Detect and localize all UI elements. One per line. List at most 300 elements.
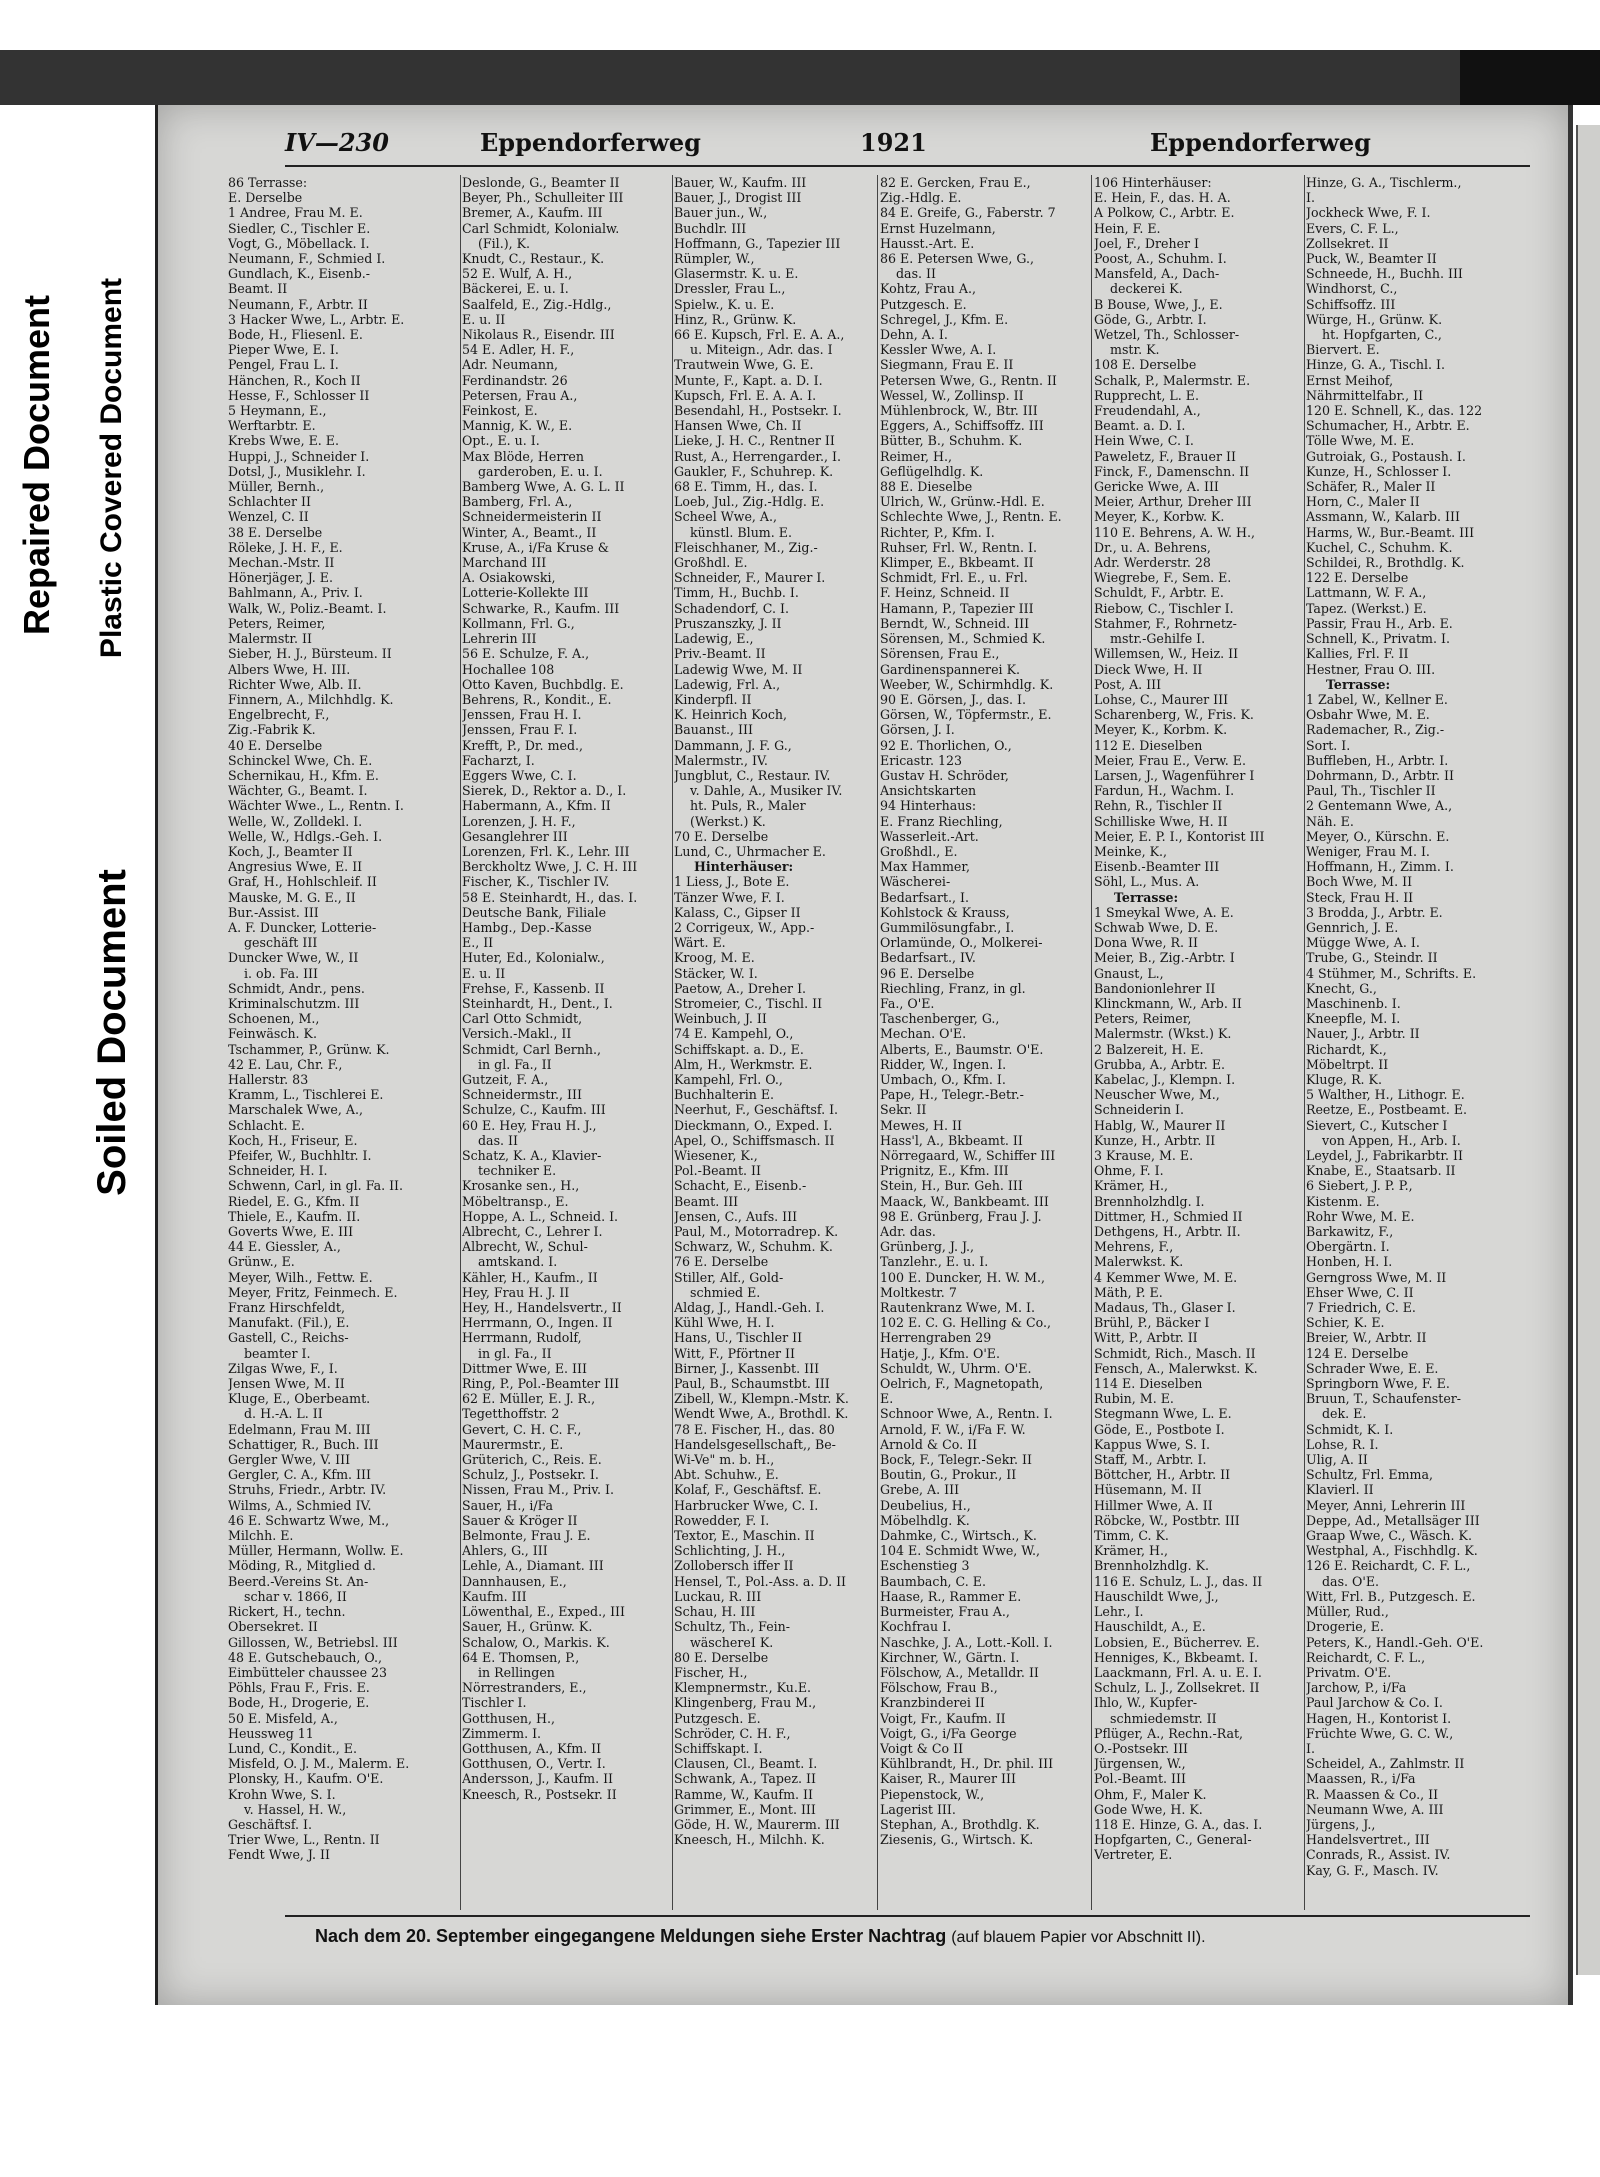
directory-entry-line: Schneidermeisterin II bbox=[462, 509, 602, 525]
directory-entry-line: Eisenb.-Beamter III bbox=[1094, 859, 1220, 875]
directory-entry-line: Zimmerm. I. bbox=[462, 1725, 542, 1741]
directory-entry-line: Jürgens, J., bbox=[1306, 1816, 1376, 1832]
directory-entry-line: Ring, P., Pol.-Beamter III bbox=[462, 1376, 620, 1392]
directory-entry-line: Beamt. II bbox=[228, 281, 288, 297]
directory-entry-line: Behrens, R., Kondit., E. bbox=[462, 691, 612, 707]
directory-entry-line: Malermstr. (Wkst.) K. bbox=[1094, 1026, 1232, 1042]
directory-entry-line: Göde, E., Postbote I. bbox=[1094, 1421, 1225, 1437]
directory-entry-line: Schalow, O., Markis. K. bbox=[462, 1634, 610, 1650]
directory-entry-line: 52 E. Wulf, A. H., bbox=[462, 266, 573, 282]
directory-entry-line: Stäcker, W. I. bbox=[674, 965, 758, 981]
directory-entry-line: Freudendahl, A., bbox=[1094, 403, 1201, 419]
directory-entry-line: Meyer, O., Kürschn. E. bbox=[1306, 828, 1450, 844]
directory-entry-line: künstl. Blum. E. bbox=[690, 524, 792, 540]
directory-entry-line: Edelmann, Frau M. III bbox=[228, 1421, 371, 1437]
directory-entry-line: Kirchner, W., Gärtn. I. bbox=[880, 1649, 1020, 1665]
directory-entry-line: Kessler Wwe, A. I. bbox=[880, 342, 997, 358]
directory-entry-line: Grimmer, E., Mont. III bbox=[674, 1801, 816, 1817]
directory-entry-line: I. bbox=[1306, 190, 1315, 206]
directory-entry-line: Kneesch, H., Milchh. K. bbox=[674, 1832, 825, 1848]
column-divider bbox=[460, 175, 461, 1910]
directory-entry-line: Hauschildt, A., E. bbox=[1094, 1619, 1206, 1635]
directory-entry-line: Kühl Wwe, H. I. bbox=[674, 1315, 775, 1331]
directory-entry-line: Werftarbtr. E. bbox=[228, 418, 316, 434]
directory-entry-line: Mansfeld, A., Dach- bbox=[1094, 266, 1220, 282]
directory-entry-line: Bur.-Assist. III bbox=[228, 904, 319, 920]
directory-entry-line: Gummilösungfabr., I. bbox=[880, 919, 1015, 935]
directory-entry-line: Schneede, H., Buchh. III bbox=[1306, 266, 1463, 282]
directory-entry-line: Kampehl, Frl. O., bbox=[674, 1071, 783, 1087]
directory-entry-line: Gerngross Wwe, M. II bbox=[1306, 1269, 1447, 1285]
directory-entry-line: Hausst.-Art. E. bbox=[880, 235, 975, 251]
directory-entry-line: Peters, K., Handl.-Geh. O'E. bbox=[1306, 1634, 1484, 1650]
directory-entry-line: Horn, C., Maler II bbox=[1306, 494, 1420, 510]
directory-entry-line: Winter, A., Beamt., II bbox=[462, 524, 597, 540]
directory-entry-line: Ziesenis, G., Wirtsch. K. bbox=[880, 1832, 1034, 1848]
directory-entry-line: Schilliske Wwe, H. II bbox=[1094, 813, 1228, 829]
directory-entry-line: A Polkow, C., Arbtr. E. bbox=[1094, 205, 1235, 221]
running-header bbox=[285, 128, 1525, 162]
directory-entry-line: (Fil.), K. bbox=[478, 235, 531, 251]
directory-entry-line: Nährmittelfabr., II bbox=[1306, 387, 1424, 403]
directory-entry-line: Steinhardt, H., Dent., I. bbox=[462, 995, 613, 1011]
directory-entry-line: Kroog, M. E. bbox=[674, 950, 755, 966]
directory-entry-line: v. Dahle, A., Musiker IV. bbox=[690, 783, 843, 799]
directory-entry-line: 38 E. Derselbe bbox=[228, 524, 323, 540]
directory-entry-line: Westphal, A., Fischhdlg. K. bbox=[1306, 1543, 1478, 1559]
directory-entry-line: Tanzlehr., E. u. I. bbox=[880, 1254, 989, 1270]
directory-entry-line: Oelrich, F., Magnetopath, bbox=[880, 1376, 1044, 1392]
directory-entry-line: Honben, H. I. bbox=[1306, 1254, 1393, 1270]
directory-entry-line: Alberts, E., Baumstr. O'E. bbox=[880, 1041, 1044, 1057]
directory-entry-line: Rubin, M. E. bbox=[1094, 1391, 1174, 1407]
directory-entry-line: Lorenzen, Frl. K., Lehr. III bbox=[462, 843, 630, 859]
directory-entry-line: Mechan. O'E. bbox=[880, 1026, 967, 1042]
directory-entry-line: Gennrich, J. E. bbox=[1306, 919, 1399, 935]
directory-entry-line: 4 Kemmer Wwe, M. E. bbox=[1094, 1269, 1238, 1285]
column-divider bbox=[1091, 175, 1092, 1910]
directory-entry-line: Rickert, H., techn. bbox=[228, 1604, 346, 1620]
directory-entry-line: Hopfgarten, C., General- bbox=[1094, 1832, 1252, 1848]
directory-entry-line: Buchhalterin E. bbox=[674, 1087, 775, 1103]
directory-entry-line: Handelsvertret., III bbox=[1306, 1832, 1430, 1848]
directory-entry-line: Besendahl, H., Postsekr. I. bbox=[674, 403, 842, 419]
directory-entry-line: schmied E. bbox=[690, 1284, 761, 1300]
directory-entry-line: Angresius Wwe, E. II bbox=[228, 859, 363, 875]
directory-entry-line: Boch Wwe, M. II bbox=[1306, 874, 1413, 890]
directory-entry-line: Albrecht, C., Lehrer I. bbox=[462, 1224, 603, 1240]
directory-entry-line: Feinkost, E. bbox=[462, 403, 538, 419]
directory-entry-line: Koch, J., Beamter II bbox=[228, 843, 353, 859]
directory-entry-line: 5 Heymann, E., bbox=[228, 403, 327, 419]
directory-entry-line: Hansen Wwe, Ch. II bbox=[674, 418, 802, 434]
directory-entry-line: Bahlmann, A., Priv. I. bbox=[228, 585, 363, 601]
directory-entry-line: Jensen, C., Aufs. III bbox=[674, 1208, 798, 1224]
directory-entry-line: Lorenzen, J. H. F., bbox=[462, 813, 576, 829]
directory-entry-line: 86 Terrasse: bbox=[228, 175, 308, 190]
directory-entry-line: Zollobersch iffer II bbox=[674, 1558, 794, 1574]
directory-entry-line: Kruse, A., i/Fa Kruse & bbox=[462, 539, 609, 555]
directory-entry-line: Maack, W., Bankbeamt. III bbox=[880, 1193, 1049, 1209]
directory-entry-line: Fleischhaner, M., Zig.- bbox=[674, 539, 818, 555]
directory-entry-line: Neuscher Wwe, M., bbox=[1094, 1087, 1220, 1103]
directory-entry-line: Ernst Huzelmann, bbox=[880, 220, 996, 236]
directory-entry-line: Kuchel, C., Schuhm. K. bbox=[1306, 539, 1453, 555]
directory-entry-line: Hinze, G. A., Tischlerm., bbox=[1306, 175, 1462, 190]
directory-entry-line: Hensel, T., Pol.-Ass. a. D. II bbox=[674, 1573, 847, 1589]
directory-entry-line: 60 E. Hey, Frau H. J., bbox=[462, 1117, 597, 1133]
directory-entry-line: Rupprecht, L. E. bbox=[1094, 387, 1199, 403]
directory-entry-line: Wiegrebe, F., Sem. E. bbox=[1094, 570, 1232, 586]
directory-entry-line: Gotthusen, A., Kfm. II bbox=[462, 1740, 602, 1756]
directory-entry-line: 3 Krause, M. E. bbox=[1094, 1148, 1194, 1163]
directory-entry-line: Schau, H. III bbox=[674, 1604, 756, 1620]
directory-entry-line: Gnaust, L., bbox=[1094, 965, 1164, 981]
directory-entry-line: Mügge Wwe, A. I. bbox=[1306, 935, 1420, 951]
directory-entry-line: Kneepfle, M. I. bbox=[1306, 1011, 1401, 1027]
directory-entry-line: Sörensen, Frau E., bbox=[880, 646, 1000, 662]
directory-entry-line: Geflügelhdlg. K. bbox=[880, 463, 984, 479]
directory-entry-line: Hestner, Frau O. III. bbox=[1306, 661, 1436, 677]
directory-entry-line: Kochfrau I. bbox=[880, 1619, 952, 1635]
directory-entry-line: Meier, B., Zig.-Arbtr. I bbox=[1094, 950, 1235, 966]
directory-entry-line: 126 E. Reichardt, C. F. L., bbox=[1306, 1558, 1471, 1574]
directory-entry-line: Paweletz, F., Brauer II bbox=[1094, 448, 1236, 464]
directory-entry-line: Frehse, F., Kassenb. II bbox=[462, 980, 605, 996]
directory-entry-line: dek. E. bbox=[1322, 1406, 1367, 1422]
directory-entry-line: Post, A. III bbox=[1094, 676, 1162, 692]
footer-note bbox=[315, 1926, 1515, 1947]
directory-entry-line: Schneider, F., Maurer I. bbox=[674, 570, 826, 586]
directory-entry-line: schar v. 1866, II bbox=[244, 1588, 347, 1604]
directory-entry-line: Sauer & Kröger II bbox=[462, 1512, 578, 1528]
directory-entry-line: Evers, C. F. L., bbox=[1306, 220, 1399, 236]
directory-entry-line: Privatm. O'E. bbox=[1306, 1664, 1392, 1680]
directory-entry-line: Hass'l, A., Bkbeamt. II bbox=[880, 1132, 1023, 1148]
directory-entry-line: Maschinenb. I. bbox=[1306, 995, 1401, 1011]
directory-entry-line: Schlechte Wwe, J., Rentn. E. bbox=[880, 509, 1062, 525]
directory-entry-line: 5 Walther, H., Lithogr. E. bbox=[1306, 1087, 1465, 1103]
directory-entry-line: Meier, Frau E., Verw. E. bbox=[1094, 752, 1246, 768]
directory-entry-line: Mewes, H. II bbox=[880, 1117, 962, 1133]
directory-entry-line: 80 E. Derselbe bbox=[674, 1649, 769, 1665]
directory-entry-line: Prignitz, E., Kfm. III bbox=[880, 1163, 1009, 1179]
directory-entry-line: Rademacher, R., Zig.- bbox=[1306, 722, 1445, 738]
directory-entry-line: 3 Hacker Wwe, L., Arbtr. E. bbox=[228, 311, 405, 327]
directory-entry-line: Schwarz, W., Schuhm. K. bbox=[674, 1239, 833, 1255]
directory-entry-line: 58 E. Steinhardt, H., das. I. bbox=[462, 889, 638, 905]
directory-entry-line: Belmonte, Frau J. E. bbox=[462, 1528, 591, 1544]
directory-column-4 bbox=[880, 175, 1088, 1910]
directory-entry-line: Albrecht, W., Schul- bbox=[462, 1239, 588, 1255]
directory-entry-line: Sekr. II bbox=[880, 1102, 927, 1118]
directory-entry-line: Schatz, K. A., Klavier- bbox=[462, 1148, 602, 1163]
directory-entry-line: techniker E. bbox=[478, 1163, 557, 1179]
directory-entry-line: Adr. Werderstr. 28 bbox=[1094, 555, 1211, 571]
directory-entry-line: Tschammer, P., Grünw. K. bbox=[228, 1041, 390, 1057]
directory-entry-line: Schröder, C. H. F., bbox=[674, 1725, 791, 1741]
directory-entry-line: Burmeister, Frau A., bbox=[880, 1604, 1010, 1620]
directory-entry-line: Witt, Frl. B., Putzgesch. E. bbox=[1306, 1588, 1476, 1604]
directory-entry-line: Versich.-Makl., II bbox=[462, 1026, 572, 1042]
directory-entry-line: Schier, K. E. bbox=[1306, 1315, 1385, 1331]
directory-entry-line: Jürgensen, W., bbox=[1094, 1756, 1186, 1772]
directory-entry-line: Schlichting, J. H., bbox=[674, 1543, 786, 1559]
directory-entry-line: Schrader Wwe, E. E. bbox=[1306, 1360, 1439, 1376]
directory-entry-line: Steck, Frau H. II bbox=[1306, 889, 1414, 905]
directory-entry-line: Ansichtskarten bbox=[880, 783, 977, 799]
directory-entry-line: Hüsemann, M. II bbox=[1094, 1482, 1202, 1498]
directory-entry-line: Pflüger, A., Rechn.-Rat, bbox=[1094, 1725, 1244, 1741]
directory-entry-line: Taschenberger, G., bbox=[880, 1011, 1000, 1027]
directory-entry-line: Schneidermstr., III bbox=[462, 1087, 582, 1103]
directory-entry-line: Bauer, J., Drogist III bbox=[674, 190, 802, 206]
directory-entry-line: Sievert, C., Kutscher I bbox=[1306, 1117, 1448, 1133]
directory-entry-line: Dotsl, J., Musiklehr. I. bbox=[228, 463, 366, 479]
directory-entry-line: Weinbuch, J. II bbox=[674, 1011, 767, 1027]
directory-entry-line: 1 Andree, Frau M. E. bbox=[228, 205, 363, 221]
directory-entry-line: F. Heinz, Schneid. II bbox=[880, 585, 1010, 601]
directory-entry-line: Henniges, K., Bkbeamt. I. bbox=[1094, 1649, 1258, 1665]
directory-entry-line: Vogt, G., Möbellack. I. bbox=[228, 235, 370, 251]
directory-entry-line: Görsen, W., Töpfermstr., E. bbox=[880, 707, 1052, 723]
directory-entry-line: Müller, Hermann, Wollw. E. bbox=[228, 1543, 404, 1559]
directory-entry-line: Gesanglehrer III bbox=[462, 828, 568, 844]
directory-entry-line: Koch, H., Friseur, E. bbox=[228, 1132, 358, 1148]
directory-entry-line: Osbahr Wwe, M. E. bbox=[1306, 707, 1430, 723]
directory-entry-line: Eggers, A., Schiffsoffz. III bbox=[880, 418, 1044, 434]
directory-entry-line: Lobsien, E., Bücherrev. E. bbox=[1094, 1634, 1260, 1650]
directory-entry-line: Deppe, Ad., Metallsäger III bbox=[1306, 1512, 1480, 1528]
directory-entry-line: Knabe, E., Staatsarb. II bbox=[1306, 1163, 1456, 1179]
directory-entry-line: Dona Wwe, R. II bbox=[1094, 935, 1198, 951]
directory-entry-line: Nikolaus R., Eisendr. III bbox=[462, 327, 615, 343]
directory-entry-line: Kaiser, R., Maurer III bbox=[880, 1771, 1016, 1787]
directory-entry-line: 3 Brodda, J., Arbtr. E. bbox=[1306, 904, 1443, 920]
directory-entry-line: Ahlers, G., III bbox=[462, 1543, 548, 1559]
directory-entry-line: Wilms, A., Schmied IV. bbox=[228, 1497, 372, 1513]
plastic-covered-label: Plastic Covered Document bbox=[82, 195, 142, 740]
directory-entry-line: Pol.-Beamt. III bbox=[1094, 1771, 1186, 1787]
directory-entry-line: Bauanst., III bbox=[674, 722, 753, 738]
directory-entry-line: Pape, H., Telegr.-Betr.- bbox=[880, 1087, 1024, 1103]
directory-entry-line: 56 E. Schulze, F. A., bbox=[462, 646, 590, 662]
directory-entry-line: Gundlach, K., Eisenb.- bbox=[228, 266, 371, 282]
directory-entry-line: Zollsekret. II bbox=[1306, 235, 1389, 251]
directory-entry-line: Scheel Wwe, A., bbox=[674, 509, 778, 525]
directory-entry-line: Kinderpfl. II bbox=[674, 691, 752, 707]
directory-entry-line: Habermann, A., Kfm. II bbox=[462, 798, 611, 814]
column-divider bbox=[672, 175, 673, 1910]
directory-entry-line: Voigt, Fr., Kaufm. II bbox=[880, 1710, 1006, 1726]
directory-entry-line: Görsen, J. I. bbox=[880, 722, 955, 738]
directory-entry-line: Arnold & Co. II bbox=[880, 1436, 978, 1452]
directory-entry-line: Grüterich, C., Reis. E. bbox=[462, 1452, 602, 1468]
directory-entry-line: Schattiger, R., Buch. III bbox=[228, 1436, 379, 1452]
directory-entry-line: Schuldt, W., Uhrm. O'E. bbox=[880, 1360, 1032, 1376]
directory-entry-line: 90 E. Görsen, J., das. I. bbox=[880, 691, 1027, 707]
directory-entry-line: Riedel, E. G., Kfm. II bbox=[228, 1193, 360, 1209]
directory-column-3 bbox=[674, 175, 874, 1910]
directory-entry-line: Meyer, K., Korbw. K. bbox=[1094, 509, 1225, 525]
directory-entry-line: Sauer, H., Grünw. K. bbox=[462, 1619, 593, 1635]
directory-entry-line: Großhdl., E. bbox=[880, 843, 958, 859]
directory-entry-line: I. bbox=[1306, 1740, 1315, 1756]
directory-entry-line: Schalk, P., Malermstr. E. bbox=[1094, 372, 1251, 388]
directory-entry-line: Schneider, H. I. bbox=[228, 1163, 328, 1179]
directory-entry-line: Lohse, R. I. bbox=[1306, 1436, 1379, 1452]
directory-entry-line: Huter, Ed., Kolonialw., bbox=[462, 950, 605, 966]
directory-entry-line: E. Franz Riechling, bbox=[880, 813, 1003, 829]
directory-entry-line: Rautenkranz Wwe, M. I. bbox=[880, 1300, 1035, 1316]
directory-entry-line: 124 E. Derselbe bbox=[1306, 1345, 1409, 1361]
directory-entry-line: Knudt, C., Restaur., K. bbox=[462, 251, 605, 267]
directory-entry-line: Beamt. III bbox=[674, 1193, 739, 1209]
directory-entry-line: Putzgesch. E. bbox=[880, 296, 967, 312]
directory-entry-line: Petersen Wwe, G., Rentn. II bbox=[880, 372, 1057, 388]
directory-entry-line: Grebe, A. III bbox=[880, 1482, 960, 1498]
directory-entry-line: 2 Gentemann Wwe, A., bbox=[1306, 798, 1453, 814]
scan-top-edge bbox=[0, 50, 1600, 105]
directory-entry-line: Ernst Meihof, bbox=[1306, 372, 1394, 388]
directory-entry-line: Ladewig, E., bbox=[674, 631, 754, 647]
directory-entry-line: 110 E. Behrens, A. W. H., bbox=[1094, 524, 1255, 540]
directory-entry-line: Pol.-Beamt. II bbox=[674, 1163, 762, 1179]
directory-entry-line: Rümpler, W., bbox=[674, 251, 755, 267]
directory-entry-line: Tischler I. bbox=[462, 1695, 527, 1711]
directory-entry-line: ht. Hopfgarten, C., bbox=[1322, 327, 1442, 343]
directory-entry-line: Piepenstock, W., bbox=[880, 1786, 985, 1802]
directory-entry-line: 44 E. Giessler, A., bbox=[228, 1239, 341, 1255]
directory-entry-line: Joel, F., Dreher I bbox=[1094, 235, 1200, 251]
directory-entry-line: Weniger, Frau M. I. bbox=[1306, 843, 1430, 859]
directory-entry-line: Schernikau, H., Kfm. E. bbox=[228, 767, 379, 783]
directory-entry-line: Krefft, P., Dr. med., bbox=[462, 737, 584, 753]
directory-entry-line: Dittmer Wwe, E. III bbox=[462, 1360, 587, 1376]
directory-entry-line: Sörensen, M., Schmied K. bbox=[880, 631, 1046, 647]
directory-entry-line: Max Hammer, bbox=[880, 859, 970, 875]
directory-entry-line: Kühlbrandt, H., Dr. phil. III bbox=[880, 1756, 1054, 1772]
directory-entry-line: Franz Hirschfeldt, bbox=[228, 1300, 345, 1316]
directory-entry-line: Eschenstieg 3 bbox=[880, 1558, 970, 1574]
directory-entry-line: Wasserleit.-Art. bbox=[880, 828, 979, 844]
directory-entry-line: Ramme, W., Kaufm. II bbox=[674, 1786, 813, 1802]
directory-entry-line: 94 Hinterhaus: bbox=[880, 798, 977, 814]
directory-entry-line: Hallerstr. 83 bbox=[228, 1071, 309, 1087]
directory-entry-line: Kupsch, Frl. E. A. A. I. bbox=[674, 387, 817, 403]
directory-entry-line: Krohn Wwe, S. I. bbox=[228, 1786, 336, 1802]
directory-entry-line: garderoben, E. u. I. bbox=[478, 463, 603, 479]
directory-entry-line: Puck, W., Beamter II bbox=[1306, 251, 1437, 267]
directory-entry-line: Lehle, A., Diamant. III bbox=[462, 1558, 604, 1574]
directory-entry-line: E. u. II bbox=[462, 965, 506, 981]
header-rule bbox=[285, 165, 1530, 167]
directory-entry-line: Meyer, K., Korbm. K. bbox=[1094, 722, 1228, 738]
directory-entry-line: Bauer jun., W., bbox=[674, 205, 768, 221]
directory-entry-line: Möbeltransp., E. bbox=[462, 1193, 569, 1209]
directory-entry-line: Möding, R., Mitglied d. bbox=[228, 1558, 376, 1574]
directory-entry-line: Maurermstr., E. bbox=[462, 1436, 564, 1452]
directory-entry-line: Obergärtn. I. bbox=[1306, 1239, 1390, 1255]
directory-entry-line: Lund, C., Uhrmacher E. bbox=[674, 843, 826, 859]
directory-entry-line: Tegetthoffstr. 2 bbox=[462, 1406, 560, 1422]
directory-entry-line: Kabelac, J., Klempn. I. bbox=[1094, 1071, 1236, 1087]
directory-entry-line: Kranzbinderei II bbox=[880, 1695, 985, 1711]
directory-entry-line: Bedarfsart., I. bbox=[880, 889, 969, 905]
directory-entry-line: Klingenberg, Frau M., bbox=[674, 1695, 817, 1711]
directory-entry-line: Trube, G., Steindr. II bbox=[1306, 950, 1438, 966]
directory-entry-line: Gaukler, F., Schuhrep. K. bbox=[674, 463, 834, 479]
directory-entry-line: Willemsen, W., Heiz. II bbox=[1094, 646, 1239, 662]
directory-entry-line: Pengel, Frau L. I. bbox=[228, 357, 339, 373]
directory-entry-line: Fardun, H., Wachm. I. bbox=[1094, 783, 1235, 799]
directory-entry-line: 122 E. Derselbe bbox=[1306, 570, 1409, 586]
directory-entry-line: Schmidt, Carl Bernh., bbox=[462, 1041, 602, 1057]
directory-entry-line: E. u. II bbox=[462, 311, 506, 327]
directory-entry-line: Beamt. a. D. I. bbox=[1094, 418, 1186, 434]
directory-entry-line: E. Hein, F., das. H. A. bbox=[1094, 190, 1231, 206]
directory-entry-line: Riebow, C., Tischler I. bbox=[1094, 600, 1234, 616]
directory-entry-line: Lohse, C., Maurer III bbox=[1094, 691, 1229, 707]
directory-entry-line: Trautwein Wwe, G. E. bbox=[674, 357, 814, 373]
directory-entry-line: Schmidt, Frl. E., u. Frl. bbox=[880, 570, 1028, 586]
directory-entry-line: Herrengraben 29 bbox=[880, 1330, 992, 1346]
directory-entry-line: Gillossen, W., Betriebsl. III bbox=[228, 1634, 398, 1650]
directory-entry-line: Richter Wwe, Alb. II. bbox=[228, 676, 362, 692]
directory-entry-line: Stein, H., Bur. Geh. III bbox=[880, 1178, 1023, 1194]
directory-entry-line: Dannhausen, E., bbox=[462, 1573, 567, 1589]
directory-entry-line: Bode, H., Fliesenl. E. bbox=[228, 327, 363, 343]
directory-entry-line: Wiesener, K., bbox=[674, 1148, 758, 1163]
directory-entry-line: das. II bbox=[896, 266, 936, 282]
directory-entry-line: Ladewig Wwe, M. II bbox=[674, 661, 803, 677]
directory-entry-line: Schultz, Frl. Emma, bbox=[1306, 1467, 1434, 1483]
directory-entry-line: mstr.-Gehilfe I. bbox=[1110, 631, 1206, 647]
header-street-left: Eppendorferweg bbox=[480, 128, 701, 157]
directory-entry-line: Knecht, G., bbox=[1306, 980, 1377, 996]
directory-entry-line: Fa., O'E. bbox=[880, 995, 935, 1011]
directory-entry-line: A. Osiakowski, bbox=[462, 570, 556, 586]
directory-entry-line: Neumann Wwe, A. III bbox=[1306, 1801, 1444, 1817]
directory-entry-line: Schmidt, Rich., Masch. II bbox=[1094, 1345, 1256, 1361]
directory-entry-line: Jockheck Wwe, F. I. bbox=[1306, 205, 1431, 221]
directory-entry-line: Krämer, H., bbox=[1094, 1178, 1168, 1194]
directory-entry-line: Schwenn, Carl, in gl. Fa. II. bbox=[228, 1178, 404, 1194]
directory-entry-line: Voigt & Co II bbox=[880, 1740, 964, 1756]
directory-entry-line: in gl. Fa., II bbox=[478, 1345, 552, 1361]
directory-entry-line: Röbcke, W., Postbtr. III bbox=[1094, 1512, 1240, 1528]
directory-entry-line: 106 Hinterhäuser: bbox=[1094, 175, 1212, 190]
directory-entry-line: 76 E. Derselbe bbox=[674, 1254, 769, 1270]
directory-entry-line: Schiffskapt. a. D., E. bbox=[674, 1041, 804, 1057]
directory-entry-line: Kriminalschutzm. III bbox=[228, 995, 360, 1011]
directory-entry-line: Müller, Rud., bbox=[1306, 1604, 1389, 1620]
directory-entry-line: Alm, H., Werkmstr. E. bbox=[674, 1056, 813, 1072]
directory-entry-line: mstr. K. bbox=[1110, 342, 1160, 358]
directory-entry-line: Carl Schmidt, Kolonialw. bbox=[462, 220, 620, 236]
directory-entry-line: 46 E. Schwartz Wwe, M., bbox=[228, 1512, 390, 1528]
directory-entry-line: Welle, W., Zolldekl. I. bbox=[228, 813, 363, 829]
directory-entry-line: Gericke Wwe, A. III bbox=[1094, 479, 1219, 495]
directory-entry-line: 4 Stühmer, M., Schrifts. E. bbox=[1306, 965, 1477, 981]
directory-entry-line: Beerd.-Vereins St. An- bbox=[228, 1573, 369, 1589]
directory-entry-line: 114 E. Dieselben bbox=[1094, 1376, 1203, 1392]
directory-entry-line: Löwenthal, E., Exped., III bbox=[462, 1604, 626, 1620]
directory-entry-line: von Appen, H., Arb. I. bbox=[1322, 1132, 1461, 1148]
directory-entry-line: Kappus Wwe, S. I. bbox=[1094, 1436, 1210, 1452]
directory-entry-line: Schinckel Wwe, Ch. E. bbox=[228, 752, 373, 768]
directory-entry-line: Petersen, Frau A., bbox=[462, 387, 578, 403]
